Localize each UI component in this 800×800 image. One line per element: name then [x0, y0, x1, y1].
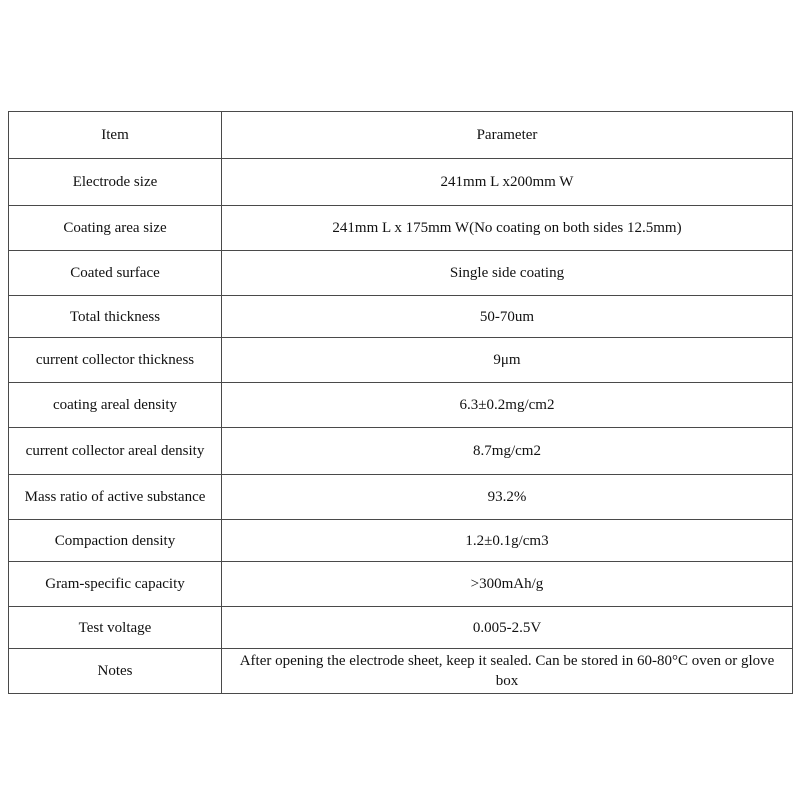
header-item: Item [9, 112, 222, 159]
table-row [9, 520, 793, 562]
table-header-row [9, 112, 793, 159]
row-parameter: 1.2±0.1g/cm3 [222, 520, 793, 562]
header-parameter: Parameter [222, 112, 793, 159]
row-parameter: 0.005-2.5V [222, 607, 793, 649]
row-parameter: After opening the electrode sheet, keep it sealed. Can be stored in 60-80°C oven or glove box [222, 649, 793, 694]
row-item: current collector thickness [9, 338, 222, 383]
table-row [9, 251, 793, 296]
row-item: Electrode size [9, 159, 222, 206]
table-row [9, 649, 793, 694]
row-item: Notes [9, 649, 222, 694]
specification-table [8, 111, 793, 694]
row-parameter: Single side coating [222, 251, 793, 296]
row-parameter: 6.3±0.2mg/cm2 [222, 383, 793, 428]
row-parameter: 241mm L x 175mm W(No coating on both sides 12.5mm) [222, 206, 793, 251]
table-row [9, 383, 793, 428]
row-parameter: 93.2% [222, 475, 793, 520]
row-item: Mass ratio of active substance [9, 475, 222, 520]
row-item: Gram-specific capacity [9, 562, 222, 607]
row-parameter: 8.7mg/cm2 [222, 428, 793, 475]
table-row [9, 475, 793, 520]
row-parameter: 9μm [222, 338, 793, 383]
row-parameter: 50-70um [222, 296, 793, 338]
row-item: Compaction density [9, 520, 222, 562]
table-row [9, 159, 793, 206]
row-item: coating areal density [9, 383, 222, 428]
row-parameter: 241mm L x200mm W [222, 159, 793, 206]
table-row [9, 338, 793, 383]
row-parameter: >300mAh/g [222, 562, 793, 607]
table-row [9, 428, 793, 475]
table-row [9, 562, 793, 607]
table-row [9, 296, 793, 338]
table-row [9, 206, 793, 251]
table-row [9, 607, 793, 649]
row-item: current collector areal density [9, 428, 222, 475]
row-item: Total thickness [9, 296, 222, 338]
row-item: Coated surface [9, 251, 222, 296]
row-item: Coating area size [9, 206, 222, 251]
row-item: Test voltage [9, 607, 222, 649]
